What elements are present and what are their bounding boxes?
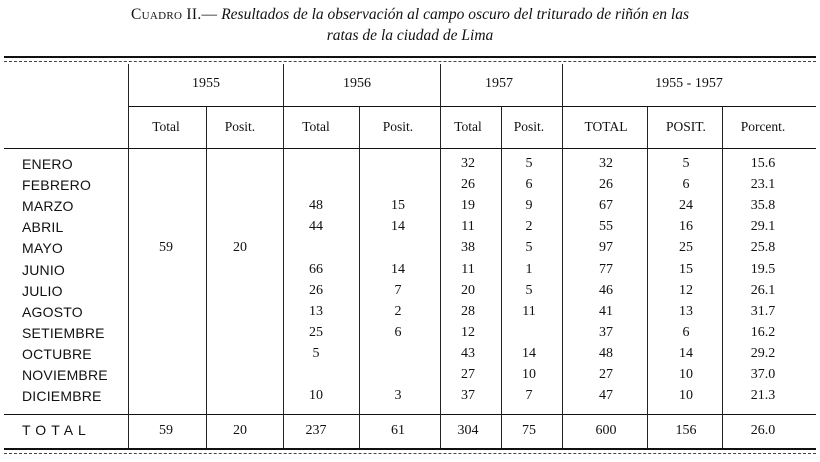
- table-cell: 97: [599, 240, 613, 255]
- table-cell: 14: [522, 346, 536, 361]
- table-cell: 32: [599, 156, 613, 171]
- table-cell: 37: [599, 325, 613, 340]
- row-label-month: AGOSTO: [22, 304, 83, 320]
- table-cell: 47: [599, 388, 613, 403]
- total-cell: 600: [595, 423, 617, 438]
- column-header: Posit.: [382, 119, 414, 134]
- table-cell: 10: [679, 388, 693, 403]
- table-cell: 5: [525, 156, 533, 171]
- table-cell: 48: [599, 346, 613, 361]
- column-header: Posit.: [513, 119, 545, 134]
- table-cell: 15: [391, 198, 405, 213]
- table-cell: 28: [461, 304, 475, 319]
- table-cell: 37.0: [750, 367, 776, 382]
- table-cell: 23.1: [750, 177, 776, 192]
- table-cell: 43: [461, 346, 475, 361]
- table-cell: 26: [599, 177, 613, 192]
- table-cell: 2: [525, 219, 533, 234]
- table-cell: 14: [391, 262, 405, 277]
- table-cell: 26: [309, 283, 323, 298]
- table-cell: 20: [233, 240, 247, 255]
- table-cell: 11: [522, 304, 536, 319]
- table-cell: 35.8: [750, 198, 776, 213]
- row-label-month: MAYO: [22, 240, 63, 256]
- table-cell: 6: [394, 325, 402, 340]
- row-label-month: ABRIL: [22, 219, 64, 235]
- row-label-month: OCTUBRE: [22, 346, 92, 362]
- table-cell: 12: [679, 283, 693, 298]
- year-header: 1955 - 1957: [655, 76, 723, 91]
- year-header: 1956: [343, 76, 371, 91]
- table-cell: 7: [525, 388, 533, 403]
- row-label-month: JULIO: [22, 283, 63, 299]
- table-cell: 55: [599, 219, 613, 234]
- table-cell: 29.2: [750, 346, 776, 361]
- total-cell: 237: [305, 423, 327, 438]
- table-cell: 21.3: [750, 388, 776, 403]
- column-header: Porcent.: [740, 119, 786, 134]
- table-cell: 15: [679, 262, 693, 277]
- table-cell: 27: [599, 367, 613, 382]
- table-cell: 25: [679, 240, 693, 255]
- table-cell: 5: [525, 240, 533, 255]
- subcolumn-divider: [647, 107, 648, 448]
- table-cell: 9: [525, 198, 533, 213]
- total-cell: 26.0: [750, 423, 776, 438]
- table-cell: 19.5: [750, 262, 776, 277]
- row-label-month: NOVIEMBRE: [22, 367, 108, 383]
- table-caption: [0, 4, 820, 46]
- total-top-rule: [4, 414, 816, 415]
- row-label-month: SETIEMBRE: [22, 325, 105, 341]
- row-label-month: FEBRERO: [22, 177, 92, 193]
- table-cell: 46: [599, 283, 613, 298]
- table-cell: 5: [312, 346, 320, 361]
- caption-line-1: [0, 4, 820, 25]
- total-cell: 61: [391, 423, 405, 438]
- table-cell: 10: [679, 367, 693, 382]
- total-cell: 20: [233, 423, 247, 438]
- bottom-rule: [4, 448, 816, 450]
- table-cell: 13: [679, 304, 693, 319]
- table-cell: 77: [599, 262, 613, 277]
- row-label-month: DICIEMBRE: [22, 388, 102, 404]
- table-cell: 29.1: [750, 219, 776, 234]
- subheader-rule: [4, 148, 816, 149]
- total-cell: 156: [675, 423, 697, 438]
- table-cell: 66: [309, 262, 323, 277]
- column-header: Posit.: [224, 119, 256, 134]
- column-header: Total: [152, 119, 180, 134]
- bottom-rule-dotted: [4, 453, 816, 454]
- total-cell: 75: [522, 423, 536, 438]
- column-header: Total: [454, 119, 482, 134]
- table-cell: 25: [309, 325, 323, 340]
- table-cell: 31.7: [750, 304, 776, 319]
- table-cell: 11: [461, 219, 475, 234]
- total-label: TOTAL: [22, 422, 91, 438]
- table-cell: 32: [461, 156, 475, 171]
- row-label-month: ENERO: [22, 156, 73, 172]
- table-cell: 25.8: [750, 240, 776, 255]
- table-cell: 3: [394, 388, 402, 403]
- caption-line-2: [0, 25, 820, 46]
- table-cell: 5: [682, 156, 690, 171]
- table-cell: 2: [394, 304, 402, 319]
- subcolumn-divider: [206, 107, 207, 448]
- table-cell: 59: [159, 240, 173, 255]
- caption-label: Cuadro II.—: [130, 6, 218, 23]
- top-rule: [4, 56, 816, 58]
- table-cell: 7: [394, 283, 402, 298]
- table-cell: 19: [461, 198, 475, 213]
- table-cell: 6: [525, 177, 533, 192]
- year-header: 1957: [485, 76, 513, 91]
- table-cell: 26: [461, 177, 475, 192]
- total-cell: 304: [457, 423, 479, 438]
- caption-title-line-1: Resultados de la observación al campo oscuro del triturado de riñón en las: [221, 6, 690, 23]
- column-header: POSIT.: [666, 119, 706, 134]
- subcolumn-divider: [722, 107, 723, 448]
- table-cell: 24: [679, 198, 693, 213]
- table-cell: 15.6: [750, 156, 776, 171]
- table-cell: 14: [391, 219, 405, 234]
- row-label-month: MARZO: [22, 198, 74, 214]
- table-cell: 6: [682, 177, 690, 192]
- caption-title-line-2: ratas de la ciudad de Lima: [326, 27, 494, 44]
- total-cell: 59: [159, 423, 173, 438]
- top-rule-dotted: [4, 61, 816, 62]
- table-cell: 37: [461, 388, 475, 403]
- table-cell: 20: [461, 283, 475, 298]
- table-cell: 10: [522, 367, 536, 382]
- year-header-rule: [128, 106, 816, 107]
- table-cell: 44: [309, 219, 323, 234]
- table-cell: 10: [309, 388, 323, 403]
- table-cell: 6: [682, 325, 690, 340]
- table-cell: 38: [461, 240, 475, 255]
- table-cell: 14: [679, 346, 693, 361]
- column-header: TOTAL: [584, 119, 628, 134]
- table-cell: 41: [599, 304, 613, 319]
- table-cell: 12: [461, 325, 475, 340]
- table-cell: 27: [461, 367, 475, 382]
- table-cell: 11: [461, 262, 475, 277]
- table-cell: 1: [525, 262, 533, 277]
- row-label-month: JUNIO: [22, 262, 65, 278]
- column-header: Total: [302, 119, 330, 134]
- table-cell: 67: [599, 198, 613, 213]
- year-header: 1955: [192, 76, 220, 91]
- subcolumn-divider: [359, 107, 360, 448]
- table-cell: 48: [309, 198, 323, 213]
- table-cell: 13: [309, 304, 323, 319]
- table-cell: 16: [679, 219, 693, 234]
- table-cell: 26.1: [750, 283, 776, 298]
- table-cell: 5: [525, 283, 533, 298]
- table-cell: 16.2: [750, 325, 776, 340]
